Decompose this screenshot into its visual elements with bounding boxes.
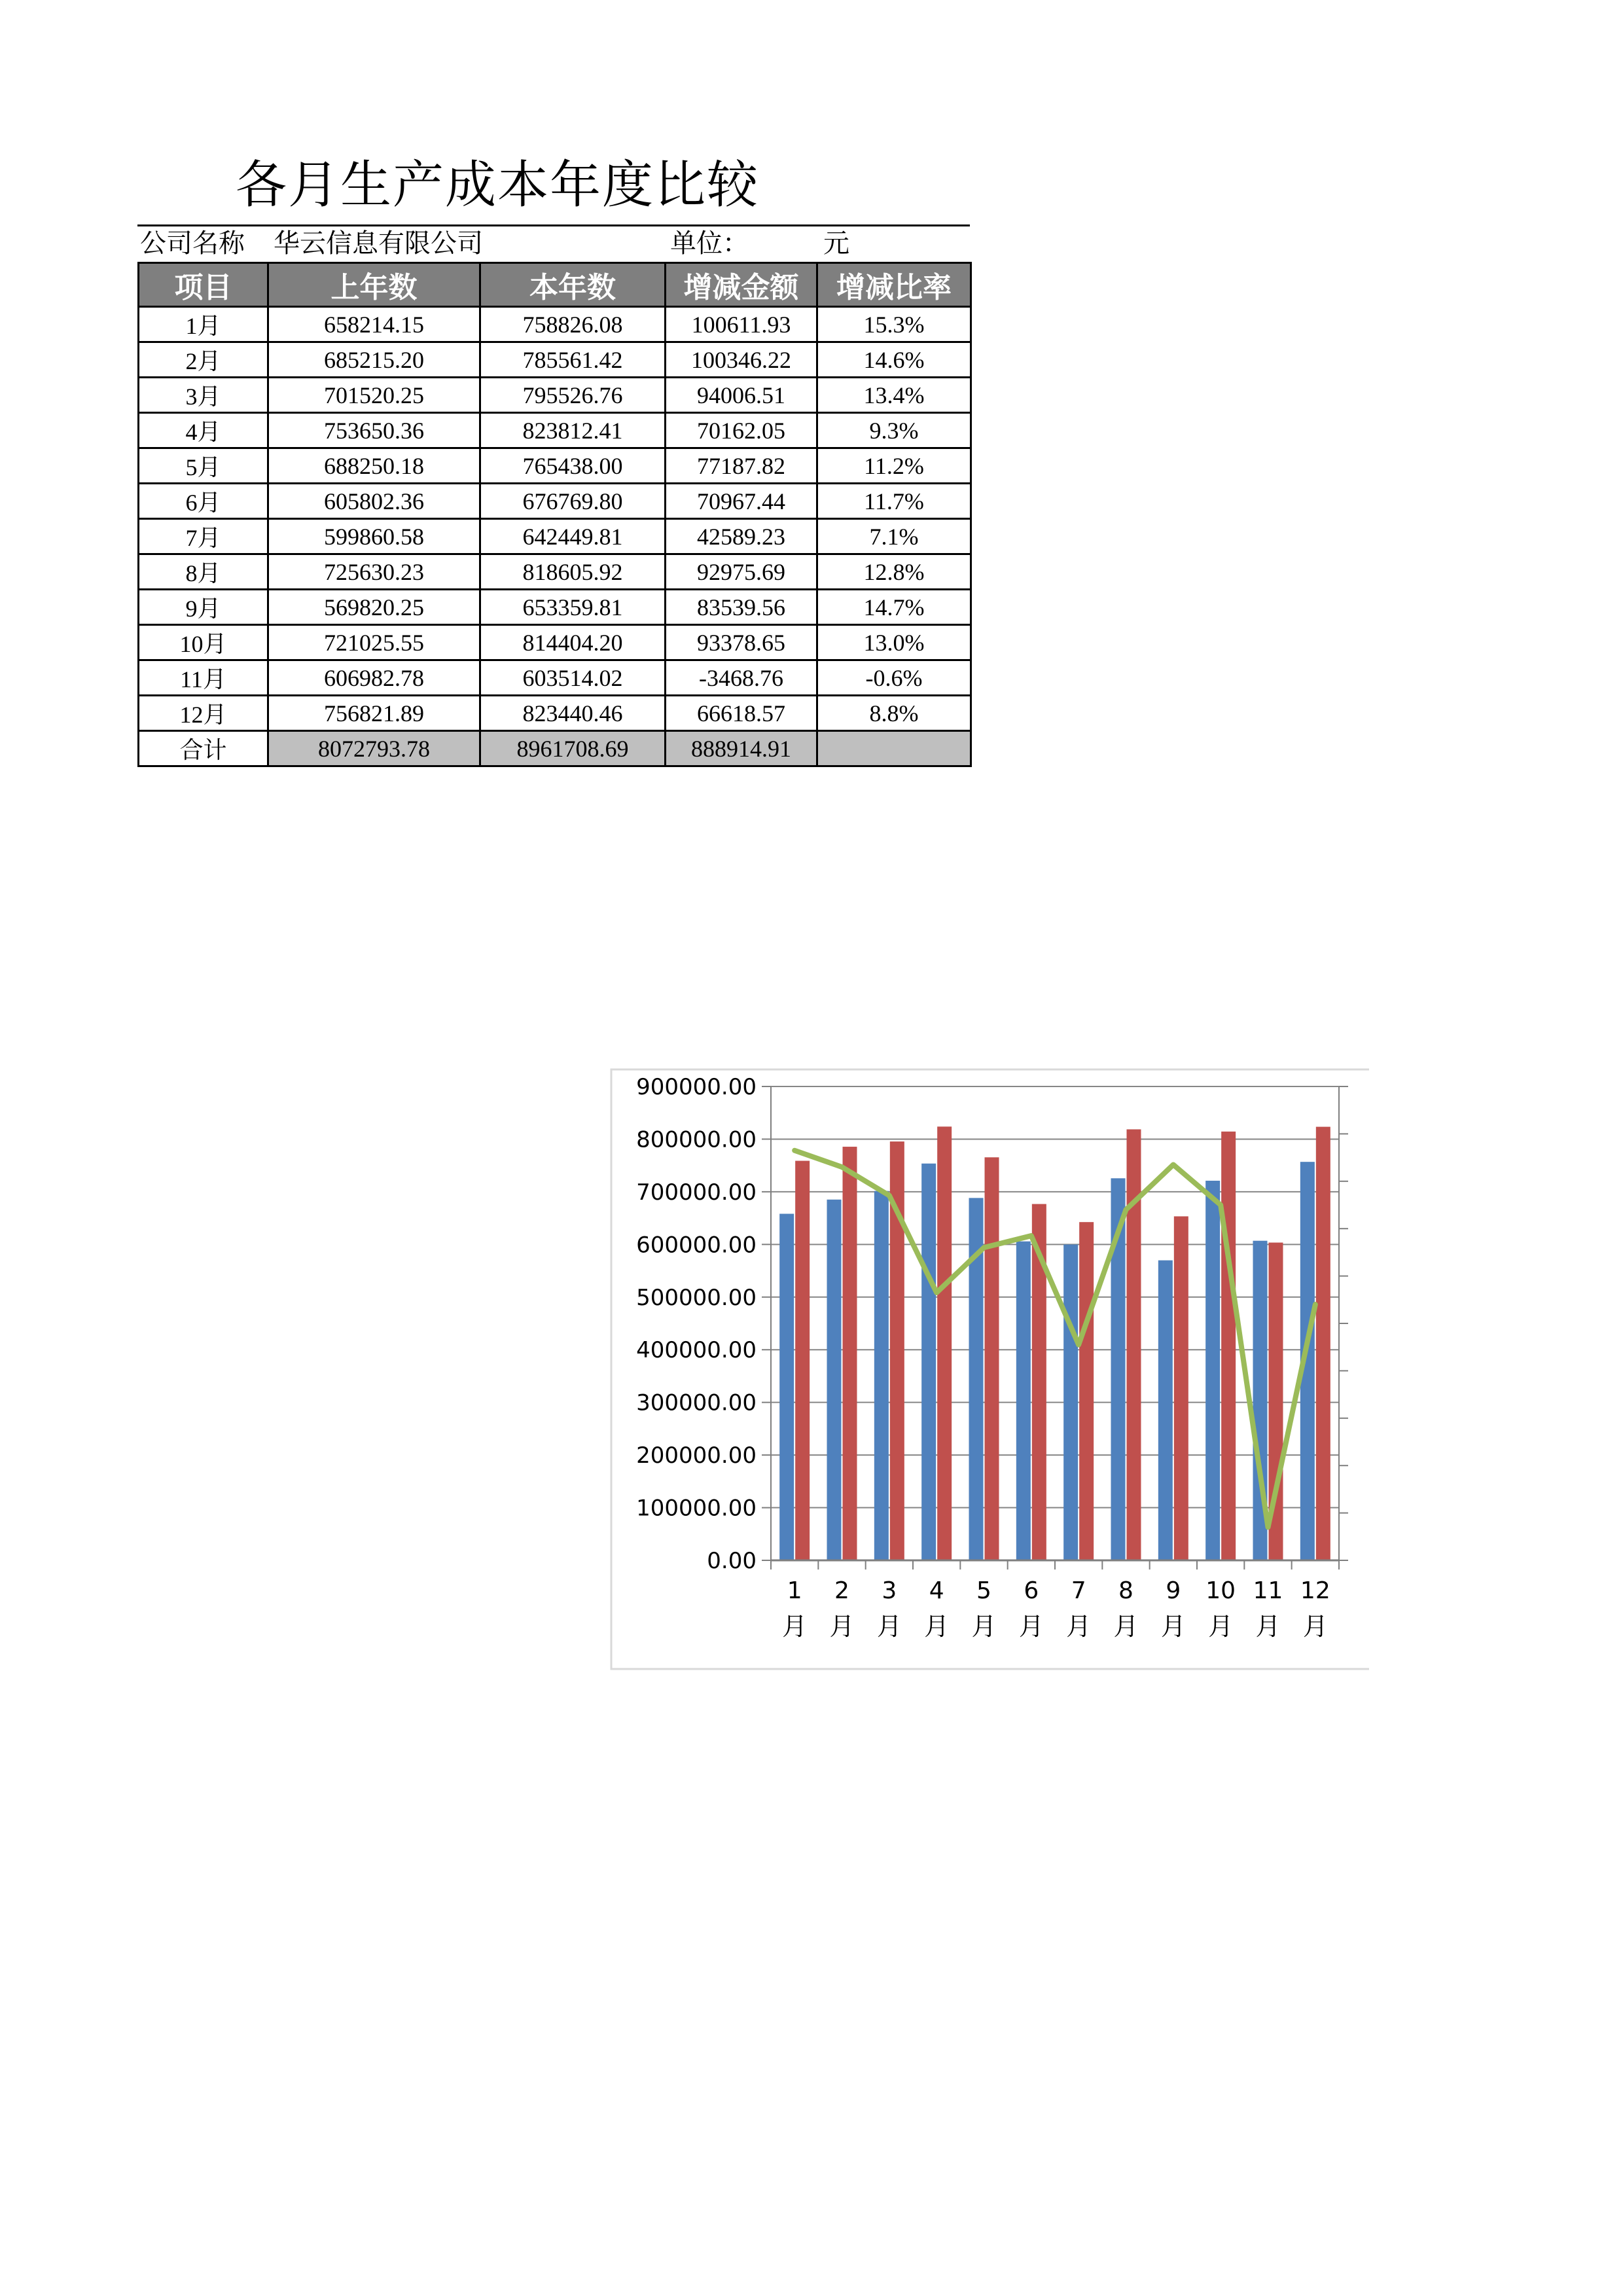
table-row <box>139 378 971 413</box>
table-row <box>139 484 971 519</box>
header-item: 项目 <box>139 263 268 307</box>
x-tick-unit: 月 <box>971 1612 997 1641</box>
bar-last-year <box>1063 1244 1078 1560</box>
month-cell: 4月 <box>139 413 268 448</box>
last-year-cell: 599860.58 <box>268 519 480 554</box>
this-year-cell: 653359.81 <box>480 590 666 625</box>
last-year-cell: 658214.15 <box>268 307 480 342</box>
header-change-amount: 增减金额 <box>666 263 817 307</box>
change-rate-cell: 12.8% <box>817 554 971 590</box>
cost-chart <box>610 1068 1369 1670</box>
x-tick-number: 5 <box>976 1577 991 1604</box>
table-row <box>139 519 971 554</box>
last-year-cell: 753650.36 <box>268 413 480 448</box>
x-tick-number: 11 <box>1253 1577 1283 1604</box>
change-amount-cell: 83539.56 <box>666 590 817 625</box>
month-cell: 12月 <box>139 696 268 731</box>
bar-last-year <box>827 1200 842 1560</box>
y-tick-label: 0.00 <box>707 1548 757 1574</box>
y-tick-label: 800000.00 <box>636 1126 757 1153</box>
bar-last-year <box>1016 1242 1031 1560</box>
change-amount-cell: 100346.22 <box>666 342 817 378</box>
last-year-cell: 605802.36 <box>268 484 480 519</box>
x-tick-unit: 月 <box>1208 1612 1234 1641</box>
table-row <box>139 413 971 448</box>
table-row <box>139 307 971 342</box>
bar-this-year <box>1079 1222 1094 1560</box>
x-tick-number: 2 <box>834 1577 849 1604</box>
change-amount-cell: 77187.82 <box>666 448 817 484</box>
last-year-cell: 701520.25 <box>268 378 480 413</box>
header-this-year: 本年数 <box>480 263 666 307</box>
this-year-cell: 642449.81 <box>480 519 666 554</box>
change-rate-cell: 15.3% <box>817 307 971 342</box>
last-year-cell: 685215.20 <box>268 342 480 378</box>
bar-last-year <box>921 1164 936 1560</box>
bar-this-year <box>985 1157 999 1560</box>
bar-last-year <box>1158 1261 1173 1560</box>
x-tick-unit: 月 <box>1113 1612 1139 1641</box>
this-year-cell: 818605.92 <box>480 554 666 590</box>
unit-label: 单位： <box>670 228 749 259</box>
cost-comparison-table <box>137 262 972 767</box>
bar-last-year <box>874 1191 889 1560</box>
x-tick-unit: 月 <box>924 1612 950 1641</box>
this-year-cell: 603514.02 <box>480 660 666 696</box>
change-rate-cell: 14.6% <box>817 342 971 378</box>
table-header-row <box>139 263 971 307</box>
x-tick-number: 8 <box>1118 1577 1133 1604</box>
month-cell: 8月 <box>139 554 268 590</box>
change-amount-cell: 92975.69 <box>666 554 817 590</box>
this-year-cell: 814404.20 <box>480 625 666 660</box>
change-rate-cell: 11.7% <box>817 484 971 519</box>
total-change-amount-cell: 888914.91 <box>666 731 817 766</box>
change-amount-cell: 93378.65 <box>666 625 817 660</box>
last-year-cell: 688250.18 <box>268 448 480 484</box>
table-row <box>139 625 971 660</box>
total-change-rate-cell <box>817 731 971 766</box>
table-row <box>139 696 971 731</box>
last-year-cell: 725630.23 <box>268 554 480 590</box>
x-tick-unit: 月 <box>829 1612 855 1641</box>
x-tick-unit: 月 <box>1255 1612 1281 1641</box>
this-year-cell: 785561.42 <box>480 342 666 378</box>
bar-this-year <box>795 1161 810 1560</box>
month-cell: 2月 <box>139 342 268 378</box>
y-tick-label: 900000.00 <box>636 1074 757 1100</box>
this-year-cell: 795526.76 <box>480 378 666 413</box>
table-row <box>139 448 971 484</box>
month-cell: 6月 <box>139 484 268 519</box>
x-tick-unit: 月 <box>1302 1612 1328 1641</box>
y-tick-label: 400000.00 <box>636 1337 757 1364</box>
x-tick-unit: 月 <box>782 1612 808 1641</box>
document-title: 各月生产成本年度比较 <box>235 156 759 215</box>
table-row <box>139 342 971 378</box>
month-cell: 10月 <box>139 625 268 660</box>
bar-this-year <box>1174 1216 1188 1560</box>
total-last-year-cell: 8072793.78 <box>268 731 480 766</box>
change-rate-cell: -0.6% <box>817 660 971 696</box>
bar-this-year <box>937 1126 952 1560</box>
table-body <box>139 307 971 766</box>
change-rate-cell: 13.0% <box>817 625 971 660</box>
x-tick-number: 9 <box>1166 1577 1181 1604</box>
x-tick-number: 1 <box>787 1577 802 1604</box>
change-rate-cell: 9.3% <box>817 413 971 448</box>
change-amount-cell: 100611.93 <box>666 307 817 342</box>
x-tick-number: 10 <box>1205 1577 1236 1604</box>
y-tick-label: 100000.00 <box>636 1495 757 1522</box>
change-rate-cell: 11.2% <box>817 448 971 484</box>
last-year-cell: 569820.25 <box>268 590 480 625</box>
bar-last-year <box>1205 1181 1220 1560</box>
last-year-cell: 721025.55 <box>268 625 480 660</box>
company-label: 公司名称 <box>140 228 245 259</box>
this-year-cell: 676769.80 <box>480 484 666 519</box>
y-tick-label: 700000.00 <box>636 1179 757 1206</box>
bar-this-year <box>843 1147 857 1560</box>
y-tick-label: 200000.00 <box>636 1443 757 1469</box>
this-year-cell: 823812.41 <box>480 413 666 448</box>
x-tick-unit: 月 <box>1066 1612 1092 1641</box>
change-amount-cell: 70967.44 <box>666 484 817 519</box>
x-tick-unit: 月 <box>876 1612 902 1641</box>
bar-this-year <box>1316 1127 1330 1560</box>
x-tick-number: 6 <box>1024 1577 1039 1604</box>
x-tick-unit: 月 <box>1018 1612 1044 1641</box>
this-year-cell: 765438.00 <box>480 448 666 484</box>
change-amount-cell: 42589.23 <box>666 519 817 554</box>
month-cell: 5月 <box>139 448 268 484</box>
change-amount-cell: 66618.57 <box>666 696 817 731</box>
x-tick-number: 7 <box>1071 1577 1086 1604</box>
chart-svg <box>610 1068 1369 1670</box>
month-cell: 7月 <box>139 519 268 554</box>
x-tick-number: 3 <box>882 1577 897 1604</box>
y-tick-label: 500000.00 <box>636 1284 757 1311</box>
table-row <box>139 554 971 590</box>
header-change-rate: 增减比率 <box>817 263 971 307</box>
x-tick-unit: 月 <box>1160 1612 1186 1641</box>
month-cell: 3月 <box>139 378 268 413</box>
change-amount-cell: 70162.05 <box>666 413 817 448</box>
x-tick-number: 4 <box>929 1577 944 1604</box>
last-year-cell: 606982.78 <box>268 660 480 696</box>
month-cell: 11月 <box>139 660 268 696</box>
change-rate-cell: 13.4% <box>817 378 971 413</box>
company-name: 华云信息有限公司 <box>274 228 483 259</box>
bar-this-year <box>1221 1132 1236 1560</box>
month-cell: 9月 <box>139 590 268 625</box>
change-amount-cell: -3468.76 <box>666 660 817 696</box>
change-rate-cell: 14.7% <box>817 590 971 625</box>
table-row <box>139 660 971 696</box>
change-amount-cell: 94006.51 <box>666 378 817 413</box>
unit-value: 元 <box>823 228 849 259</box>
month-cell: 1月 <box>139 307 268 342</box>
last-year-cell: 756821.89 <box>268 696 480 731</box>
y-tick-label: 600000.00 <box>636 1232 757 1259</box>
bar-last-year <box>779 1214 794 1560</box>
y-tick-label: 300000.00 <box>636 1390 757 1416</box>
table-row <box>139 590 971 625</box>
change-rate-line <box>794 1151 1315 1528</box>
total-this-year-cell: 8961708.69 <box>480 731 666 766</box>
change-rate-cell: 7.1% <box>817 519 971 554</box>
x-tick-number: 12 <box>1300 1577 1330 1604</box>
change-rate-cell: 8.8% <box>817 696 971 731</box>
this-year-cell: 823440.46 <box>480 696 666 731</box>
total-label-cell: 合计 <box>139 731 268 766</box>
header-last-year: 上年数 <box>268 263 480 307</box>
total-row <box>139 731 971 766</box>
this-year-cell: 758826.08 <box>480 307 666 342</box>
